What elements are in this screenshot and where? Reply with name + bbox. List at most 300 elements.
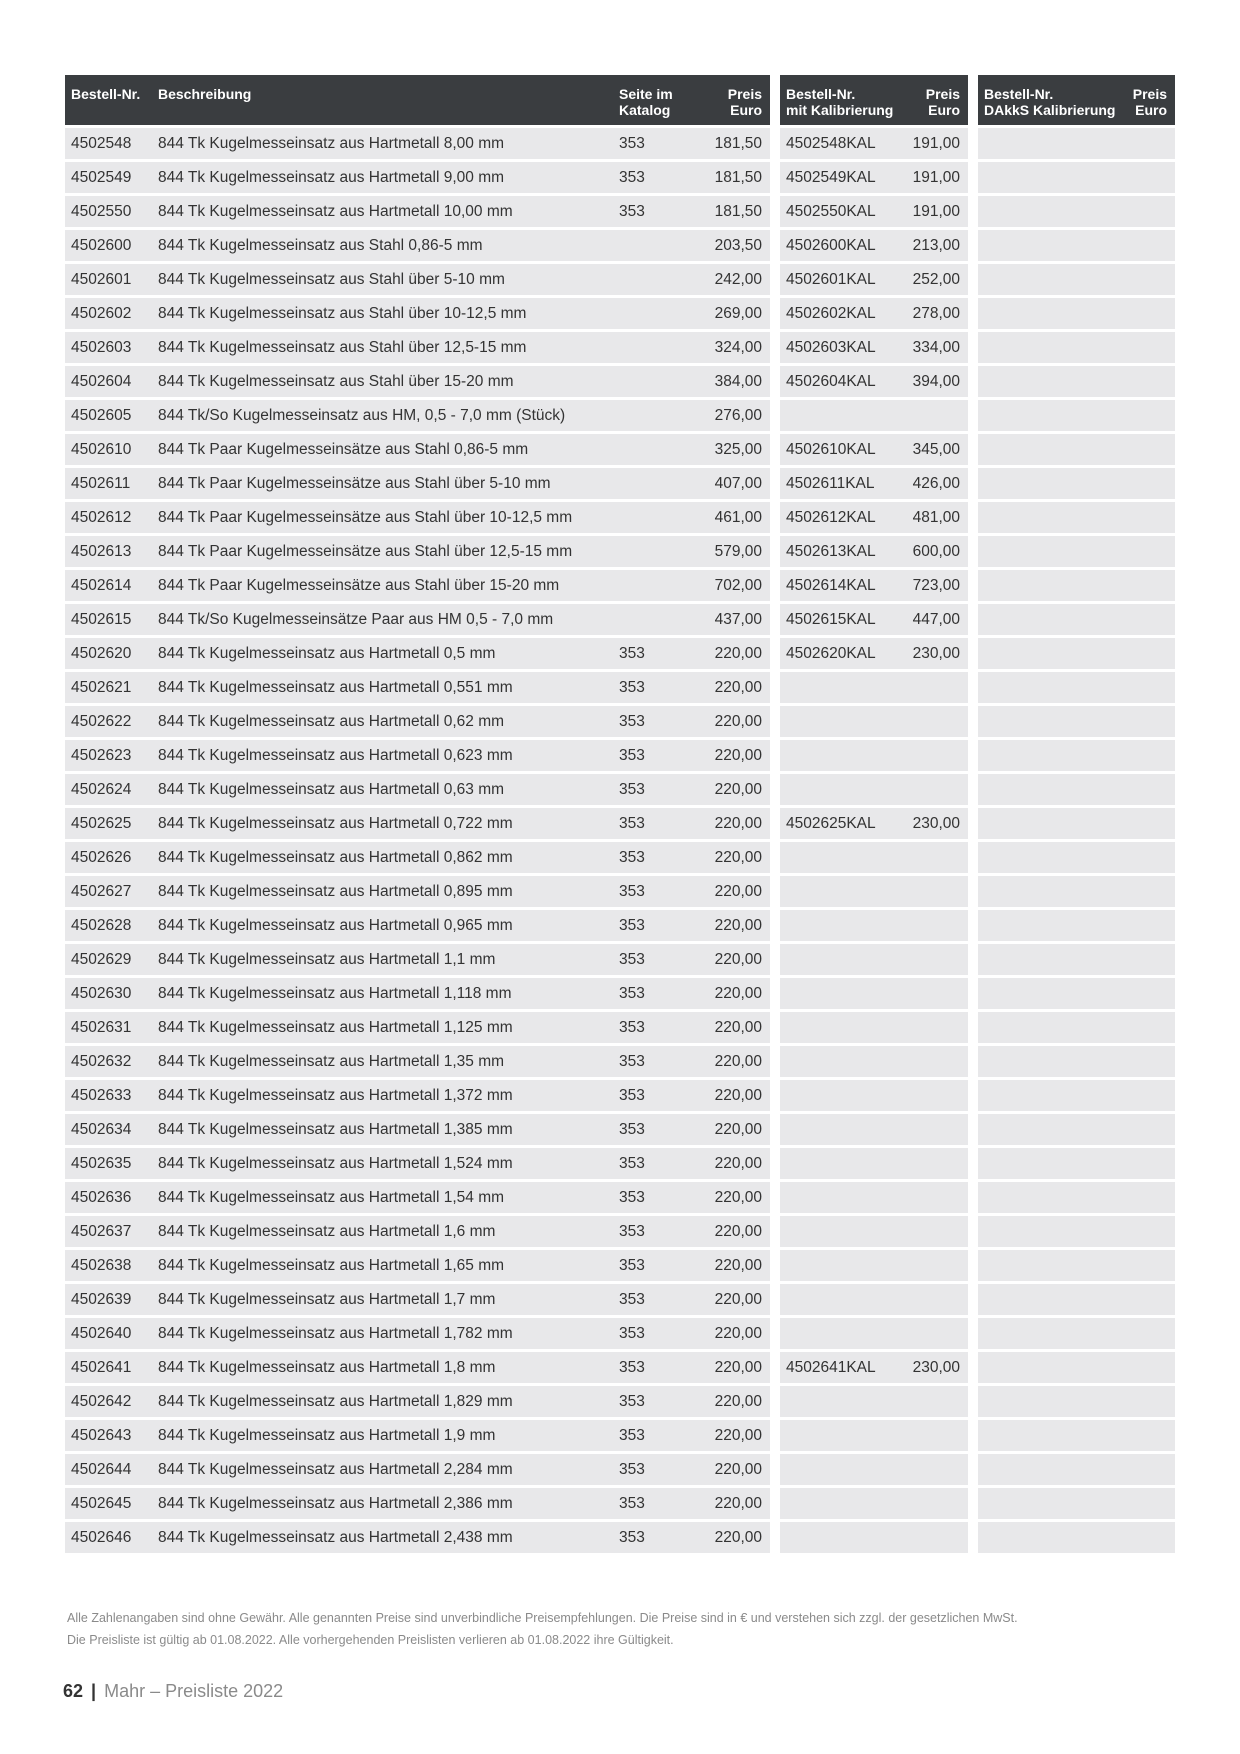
cell-beschreibung: 844 Tk Kugelmesseinsatz aus Hartmetall 0,63 mm (158, 781, 505, 798)
cell-beschreibung: 844 Tk Kugelmesseinsatz aus Hartmetall 1,54 mm (158, 1189, 505, 1206)
cell-beschreibung: 844 Tk Kugelmesseinsatz aus Hartmetall 1,782 mm (158, 1325, 513, 1342)
table-row (780, 1352, 968, 1383)
cell-seite: 353 (619, 1257, 645, 1274)
cell-kal-bestell-nr: 4502614KAL (786, 577, 876, 594)
cell-preis: 220,00 (714, 713, 762, 730)
cell-bestell-nr: 4502550 (71, 203, 132, 220)
main-price-table (65, 75, 770, 1553)
header-dakks-preis: Preis Euro (1132, 86, 1167, 118)
table-row (780, 570, 968, 601)
cell-beschreibung: 844 Tk Kugelmesseinsatz aus Hartmetall 0,965 mm (158, 917, 513, 934)
cell-preis: 437,00 (714, 611, 762, 628)
cell-preis: 220,00 (714, 1019, 762, 1036)
cell-seite: 353 (619, 883, 645, 900)
cell-kal-bestell-nr: 4502625KAL (786, 815, 876, 832)
table-row (65, 910, 770, 941)
cell-bestell-nr: 4502633 (71, 1087, 132, 1104)
cell-preis: 384,00 (714, 373, 762, 390)
table-row (780, 774, 968, 805)
table-row (978, 876, 1175, 907)
header-seite: Seite im Katalog (619, 86, 673, 118)
cell-bestell-nr: 4502641 (71, 1359, 132, 1376)
table-row (978, 264, 1175, 295)
table-row (65, 1080, 770, 1111)
table-row (780, 1420, 968, 1451)
cell-preis: 220,00 (714, 1155, 762, 1172)
cell-beschreibung: 844 Tk Kugelmesseinsatz aus Hartmetall 0,862 mm (158, 849, 513, 866)
cell-preis: 220,00 (714, 747, 762, 764)
cell-preis: 702,00 (714, 577, 762, 594)
table-row (978, 774, 1175, 805)
cell-seite: 353 (619, 203, 645, 220)
cell-seite: 353 (619, 645, 645, 662)
cell-preis: 181,50 (714, 169, 762, 186)
cell-seite: 353 (619, 1427, 645, 1444)
table-row (65, 230, 770, 261)
table-row (65, 808, 770, 839)
table-row (65, 876, 770, 907)
cell-preis: 220,00 (714, 1427, 762, 1444)
cell-bestell-nr: 4502620 (71, 645, 132, 662)
cell-seite: 353 (619, 1461, 645, 1478)
cell-preis: 220,00 (714, 1325, 762, 1342)
cell-preis: 220,00 (714, 1291, 762, 1308)
table-row (780, 808, 968, 839)
cell-preis: 220,00 (714, 1053, 762, 1070)
cell-kal-bestell-nr: 4502603KAL (786, 339, 876, 356)
cell-beschreibung: 844 Tk/So Kugelmesseinsatz aus HM, 0,5 - 7,0 mm (Stück) (158, 407, 566, 424)
header-kal-preis: Preis Euro (925, 86, 960, 118)
cell-kal-preis: 334,00 (912, 339, 960, 356)
cell-beschreibung: 844 Tk Kugelmesseinsatz aus Hartmetall 0,62 mm (158, 713, 505, 730)
table-row (780, 1488, 968, 1519)
table-row (978, 1080, 1175, 1111)
table-row (978, 1046, 1175, 1077)
main-table-body (65, 128, 770, 1553)
cell-bestell-nr: 4502623 (71, 747, 132, 764)
cell-seite: 353 (619, 1121, 645, 1138)
table-row (65, 1352, 770, 1383)
table-row (65, 978, 770, 1009)
table-row (780, 1216, 968, 1247)
table-row (978, 1454, 1175, 1485)
cell-bestell-nr: 4502612 (71, 509, 132, 526)
table-row (978, 1284, 1175, 1315)
cell-beschreibung: 844 Tk Kugelmesseinsatz aus Hartmetall 10,00 mm (158, 203, 513, 220)
table-row (65, 1012, 770, 1043)
table-row (780, 264, 968, 295)
table-row (978, 162, 1175, 193)
cell-bestell-nr: 4502631 (71, 1019, 132, 1036)
cell-seite: 353 (619, 917, 645, 934)
table-row (978, 672, 1175, 703)
page-footer (63, 1681, 283, 1702)
cell-beschreibung: 844 Tk Kugelmesseinsatz aus Stahl über 12,5-15 mm (158, 339, 527, 356)
table-row (978, 706, 1175, 737)
table-row (780, 162, 968, 193)
table-row (780, 366, 968, 397)
table-row (978, 468, 1175, 499)
cell-beschreibung: 844 Tk Kugelmesseinsatz aus Hartmetall 0,5 mm (158, 645, 496, 662)
cell-preis: 203,50 (714, 237, 762, 254)
table-row (780, 706, 968, 737)
table-row (65, 1284, 770, 1315)
table-row (65, 1522, 770, 1553)
table-row (978, 1148, 1175, 1179)
cell-bestell-nr: 4502549 (71, 169, 132, 186)
cell-kal-preis: 230,00 (912, 815, 960, 832)
cell-beschreibung: 844 Tk Kugelmesseinsatz aus Hartmetall 1,8 mm (158, 1359, 496, 1376)
cell-bestell-nr: 4502602 (71, 305, 132, 322)
cell-kal-preis: 394,00 (912, 373, 960, 390)
table-row (780, 502, 968, 533)
cell-preis: 220,00 (714, 1223, 762, 1240)
cell-bestell-nr: 4502611 (71, 475, 131, 492)
table-row (978, 842, 1175, 873)
cell-beschreibung: 844 Tk Kugelmesseinsatz aus Hartmetall 1,829 mm (158, 1393, 513, 1410)
cell-kal-bestell-nr: 4502615KAL (786, 611, 876, 628)
cell-preis: 324,00 (714, 339, 762, 356)
cell-preis: 579,00 (714, 543, 762, 560)
calibration-price-table (780, 75, 968, 1553)
cell-preis: 220,00 (714, 1257, 762, 1274)
table-row (65, 298, 770, 329)
table-row (978, 1114, 1175, 1145)
cell-bestell-nr: 4502604 (71, 373, 132, 390)
cell-bestell-nr: 4502638 (71, 1257, 132, 1274)
table-row (780, 910, 968, 941)
header-preis: Preis Euro (727, 86, 762, 118)
cell-preis: 325,00 (714, 441, 762, 458)
table-row (65, 706, 770, 737)
table-row (780, 332, 968, 363)
cell-kal-bestell-nr: 4502601KAL (786, 271, 876, 288)
table-row (65, 502, 770, 533)
cell-beschreibung: 844 Tk Kugelmesseinsatz aus Hartmetall 0,551 mm (158, 679, 513, 696)
cell-kal-preis: 230,00 (912, 645, 960, 662)
table-row (65, 1386, 770, 1417)
cell-bestell-nr: 4502624 (71, 781, 132, 798)
table-row (780, 400, 968, 431)
table-row (978, 400, 1175, 431)
cell-kal-bestell-nr: 4502641KAL (786, 1359, 876, 1376)
cell-preis: 220,00 (714, 1495, 762, 1512)
cell-preis: 242,00 (714, 271, 762, 288)
cell-preis: 461,00 (714, 509, 762, 526)
cell-bestell-nr: 4502642 (71, 1393, 132, 1410)
cell-bestell-nr: 4502610 (71, 441, 132, 458)
cell-seite: 353 (619, 1291, 645, 1308)
cell-beschreibung: 844 Tk Kugelmesseinsatz aus Stahl über 15-20 mm (158, 373, 514, 390)
page-separator: | (91, 1681, 97, 1701)
table-row (978, 604, 1175, 635)
table-row (780, 1046, 968, 1077)
cell-beschreibung: 844 Tk Kugelmesseinsatz aus Hartmetall 0,895 mm (158, 883, 513, 900)
cell-bestell-nr: 4502627 (71, 883, 132, 900)
cell-beschreibung: 844 Tk Kugelmesseinsatz aus Hartmetall 2,386 mm (158, 1495, 513, 1512)
table-row (978, 128, 1175, 159)
cell-beschreibung: 844 Tk Paar Kugelmesseinsätze aus Stahl über 12,5-15 mm (158, 543, 573, 560)
table-row (780, 638, 968, 669)
cell-seite: 353 (619, 1223, 645, 1240)
cell-bestell-nr: 4502621 (71, 679, 132, 696)
table-row (65, 196, 770, 227)
cell-bestell-nr: 4502630 (71, 985, 132, 1002)
header-dakks-bestell-nr: Bestell-Nr. DAkkS Kalibrierung (984, 86, 1116, 118)
table-row (978, 1318, 1175, 1349)
table-row (780, 740, 968, 771)
cell-beschreibung: 844 Tk/So Kugelmesseinsätze Paar aus HM 0,5 - 7,0 mm (158, 611, 554, 628)
table-row (780, 1148, 968, 1179)
cell-beschreibung: 844 Tk Kugelmesseinsatz aus Hartmetall 1,65 mm (158, 1257, 505, 1274)
cell-preis: 220,00 (714, 917, 762, 934)
table-row (978, 196, 1175, 227)
cell-bestell-nr: 4502605 (71, 407, 132, 424)
cell-preis: 269,00 (714, 305, 762, 322)
cell-beschreibung: 844 Tk Kugelmesseinsatz aus Hartmetall 1,125 mm (158, 1019, 513, 1036)
cell-seite: 353 (619, 849, 645, 866)
cell-kal-bestell-nr: 4502612KAL (786, 509, 876, 526)
table-row (780, 434, 968, 465)
cell-bestell-nr: 4502637 (71, 1223, 132, 1240)
cell-preis: 220,00 (714, 951, 762, 968)
table-row (65, 1488, 770, 1519)
table-row (65, 128, 770, 159)
table-row (65, 1454, 770, 1485)
table-row (780, 1012, 968, 1043)
table-row (978, 638, 1175, 669)
cell-bestell-nr: 4502644 (71, 1461, 132, 1478)
table-row (780, 1454, 968, 1485)
cell-preis: 407,00 (714, 475, 762, 492)
cell-bestell-nr: 4502640 (71, 1325, 132, 1342)
cell-kal-preis: 723,00 (912, 577, 960, 594)
cell-kal-bestell-nr: 4502602KAL (786, 305, 876, 322)
cell-bestell-nr: 4502628 (71, 917, 132, 934)
table-row (65, 1182, 770, 1213)
table-row (978, 1420, 1175, 1451)
table-row (978, 1386, 1175, 1417)
cell-kal-bestell-nr: 4502620KAL (786, 645, 876, 662)
cell-beschreibung: 844 Tk Paar Kugelmesseinsätze aus Stahl 0,86-5 mm (158, 441, 529, 458)
header-beschreibung: Beschreibung (158, 86, 252, 102)
cell-kal-preis: 345,00 (912, 441, 960, 458)
table-row (978, 1488, 1175, 1519)
cell-bestell-nr: 4502625 (71, 815, 132, 832)
table-row (780, 128, 968, 159)
table-row (780, 1318, 968, 1349)
cell-bestell-nr: 4502629 (71, 951, 132, 968)
cell-bestell-nr: 4502635 (71, 1155, 132, 1172)
table-row (65, 842, 770, 873)
cell-seite: 353 (619, 169, 645, 186)
cell-kal-preis: 191,00 (912, 169, 960, 186)
cell-bestell-nr: 4502614 (71, 577, 132, 594)
table-row (780, 1386, 968, 1417)
table-row (65, 1148, 770, 1179)
table-row (65, 1046, 770, 1077)
table-row (978, 1012, 1175, 1043)
header-kal-bestell-nr: Bestell-Nr. mit Kalibrierung (786, 86, 894, 118)
cell-kal-bestell-nr: 4502610KAL (786, 441, 876, 458)
cell-beschreibung: 844 Tk Kugelmesseinsatz aus Hartmetall 1,372 mm (158, 1087, 513, 1104)
cell-beschreibung: 844 Tk Kugelmesseinsatz aus Hartmetall 0,722 mm (158, 815, 513, 832)
table-row (978, 1216, 1175, 1247)
cell-bestell-nr: 4502643 (71, 1427, 132, 1444)
table-row (780, 1080, 968, 1111)
table-row (780, 1284, 968, 1315)
cell-bestell-nr: 4502601 (71, 271, 132, 288)
cell-preis: 220,00 (714, 883, 762, 900)
table-row (978, 230, 1175, 261)
cell-bestell-nr: 4502603 (71, 339, 132, 356)
table-row (780, 1182, 968, 1213)
cell-kal-preis: 252,00 (912, 271, 960, 288)
cell-bestell-nr: 4502613 (71, 543, 132, 560)
table-row (65, 536, 770, 567)
cell-bestell-nr: 4502548 (71, 135, 132, 152)
cell-seite: 353 (619, 713, 645, 730)
table-row (978, 910, 1175, 941)
table-row (65, 400, 770, 431)
cell-preis: 220,00 (714, 1393, 762, 1410)
table-row (780, 1114, 968, 1145)
table-row (978, 434, 1175, 465)
dakks-table-body (978, 128, 1175, 1553)
main-table-header (65, 75, 770, 125)
table-row (65, 434, 770, 465)
table-row (780, 842, 968, 873)
table-row (65, 1250, 770, 1281)
cell-beschreibung: 844 Tk Kugelmesseinsatz aus Hartmetall 1,9 mm (158, 1427, 496, 1444)
cell-bestell-nr: 4502636 (71, 1189, 132, 1206)
cell-kal-bestell-nr: 4502600KAL (786, 237, 876, 254)
table-row (65, 740, 770, 771)
table-row (780, 1250, 968, 1281)
cell-kal-bestell-nr: 4502611KAL (786, 475, 875, 492)
cell-beschreibung: 844 Tk Paar Kugelmesseinsätze aus Stahl über 10-12,5 mm (158, 509, 573, 526)
cell-kal-bestell-nr: 4502604KAL (786, 373, 876, 390)
cell-preis: 220,00 (714, 1359, 762, 1376)
table-row (978, 366, 1175, 397)
cell-preis: 220,00 (714, 1189, 762, 1206)
cell-preis: 220,00 (714, 781, 762, 798)
cell-seite: 353 (619, 1495, 645, 1512)
table-row (65, 944, 770, 975)
cell-beschreibung: 844 Tk Kugelmesseinsatz aus Stahl 0,86-5 mm (158, 237, 483, 254)
table-row (978, 978, 1175, 1009)
cell-seite: 353 (619, 1155, 645, 1172)
cell-kal-preis: 600,00 (912, 543, 960, 560)
cell-kal-bestell-nr: 4502613KAL (786, 543, 876, 560)
cell-kal-bestell-nr: 4502548KAL (786, 135, 876, 152)
table-row (978, 808, 1175, 839)
cell-seite: 353 (619, 1529, 645, 1546)
cell-kal-preis: 426,00 (912, 475, 960, 492)
cell-beschreibung: 844 Tk Paar Kugelmesseinsätze aus Stahl über 15-20 mm (158, 577, 560, 594)
cell-preis: 220,00 (714, 815, 762, 832)
document-title: Mahr – Preisliste 2022 (104, 1681, 284, 1701)
cell-beschreibung: 844 Tk Kugelmesseinsatz aus Hartmetall 1,118 mm (158, 985, 512, 1002)
disclaimer-line-2: Die Preisliste ist gültig ab 01.08.2022. Alle vorhergehenden Preislisten verlieren ab 01.08.2022 ihre Gültigkeit. (67, 1633, 674, 1647)
cell-bestell-nr: 4502626 (71, 849, 132, 866)
table-row (65, 366, 770, 397)
table-row (65, 604, 770, 635)
table-row (978, 740, 1175, 771)
cell-beschreibung: 844 Tk Kugelmesseinsatz aus Hartmetall 1,6 mm (158, 1223, 496, 1240)
table-row (978, 1182, 1175, 1213)
cell-beschreibung: 844 Tk Kugelmesseinsatz aus Stahl über 10-12,5 mm (158, 305, 527, 322)
cell-preis: 220,00 (714, 849, 762, 866)
table-row (65, 1318, 770, 1349)
cell-bestell-nr: 4502645 (71, 1495, 132, 1512)
cell-beschreibung: 844 Tk Kugelmesseinsatz aus Hartmetall 1,7 mm (158, 1291, 496, 1308)
table-row (65, 264, 770, 295)
table-row (978, 502, 1175, 533)
cell-seite: 353 (619, 951, 645, 968)
cell-preis: 220,00 (714, 679, 762, 696)
table-row (780, 536, 968, 567)
disclaimer-line-1: Alle Zahlenangaben sind ohne Gewähr. Alle genannten Preise sind unverbindliche Preisempfehlungen. Die Preise sind in € und verstehen sich zzgl. der gesetzlichen MwSt. (67, 1611, 1018, 1625)
cell-bestell-nr: 4502639 (71, 1291, 132, 1308)
table-row (65, 1216, 770, 1247)
cell-beschreibung: 844 Tk Kugelmesseinsatz aus Hartmetall 8,00 mm (158, 135, 505, 152)
cell-preis: 220,00 (714, 645, 762, 662)
table-row (978, 536, 1175, 567)
cell-seite: 353 (619, 1359, 645, 1376)
cell-bestell-nr: 4502600 (71, 237, 132, 254)
cell-kal-preis: 213,00 (912, 237, 960, 254)
table-row (65, 672, 770, 703)
table-row (978, 298, 1175, 329)
cell-preis: 220,00 (714, 1529, 762, 1546)
table-row (780, 876, 968, 907)
cell-kal-preis: 230,00 (912, 1359, 960, 1376)
cell-beschreibung: 844 Tk Kugelmesseinsatz aus Hartmetall 1,1 mm (158, 951, 496, 968)
cell-preis: 220,00 (714, 985, 762, 1002)
calibration-table-header (780, 75, 968, 125)
table-row (780, 978, 968, 1009)
dakks-price-table (978, 75, 1175, 1553)
dakks-table-header (978, 75, 1175, 125)
cell-seite: 353 (619, 1019, 645, 1036)
cell-seite: 353 (619, 985, 645, 1002)
cell-kal-preis: 191,00 (912, 135, 960, 152)
cell-preis: 276,00 (714, 407, 762, 424)
cell-seite: 353 (619, 815, 645, 832)
cell-bestell-nr: 4502615 (71, 611, 132, 628)
table-row (65, 468, 770, 499)
cell-preis: 181,50 (714, 203, 762, 220)
table-row (978, 1250, 1175, 1281)
cell-kal-preis: 447,00 (912, 611, 960, 628)
cell-beschreibung: 844 Tk Kugelmesseinsatz aus Hartmetall 1,524 mm (158, 1155, 513, 1172)
cell-beschreibung: 844 Tk Kugelmesseinsatz aus Hartmetall 9,00 mm (158, 169, 505, 186)
cell-kal-preis: 481,00 (912, 509, 960, 526)
table-row (65, 162, 770, 193)
table-row (780, 298, 968, 329)
cell-preis: 220,00 (714, 1461, 762, 1478)
header-bestell-nr: Bestell-Nr. (71, 86, 141, 102)
table-row (780, 672, 968, 703)
cell-seite: 353 (619, 1189, 645, 1206)
table-row (780, 468, 968, 499)
cell-bestell-nr: 4502622 (71, 713, 132, 730)
table-row (978, 1522, 1175, 1553)
calibration-table-body (780, 128, 968, 1553)
cell-kal-preis: 278,00 (912, 305, 960, 322)
table-row (65, 1420, 770, 1451)
